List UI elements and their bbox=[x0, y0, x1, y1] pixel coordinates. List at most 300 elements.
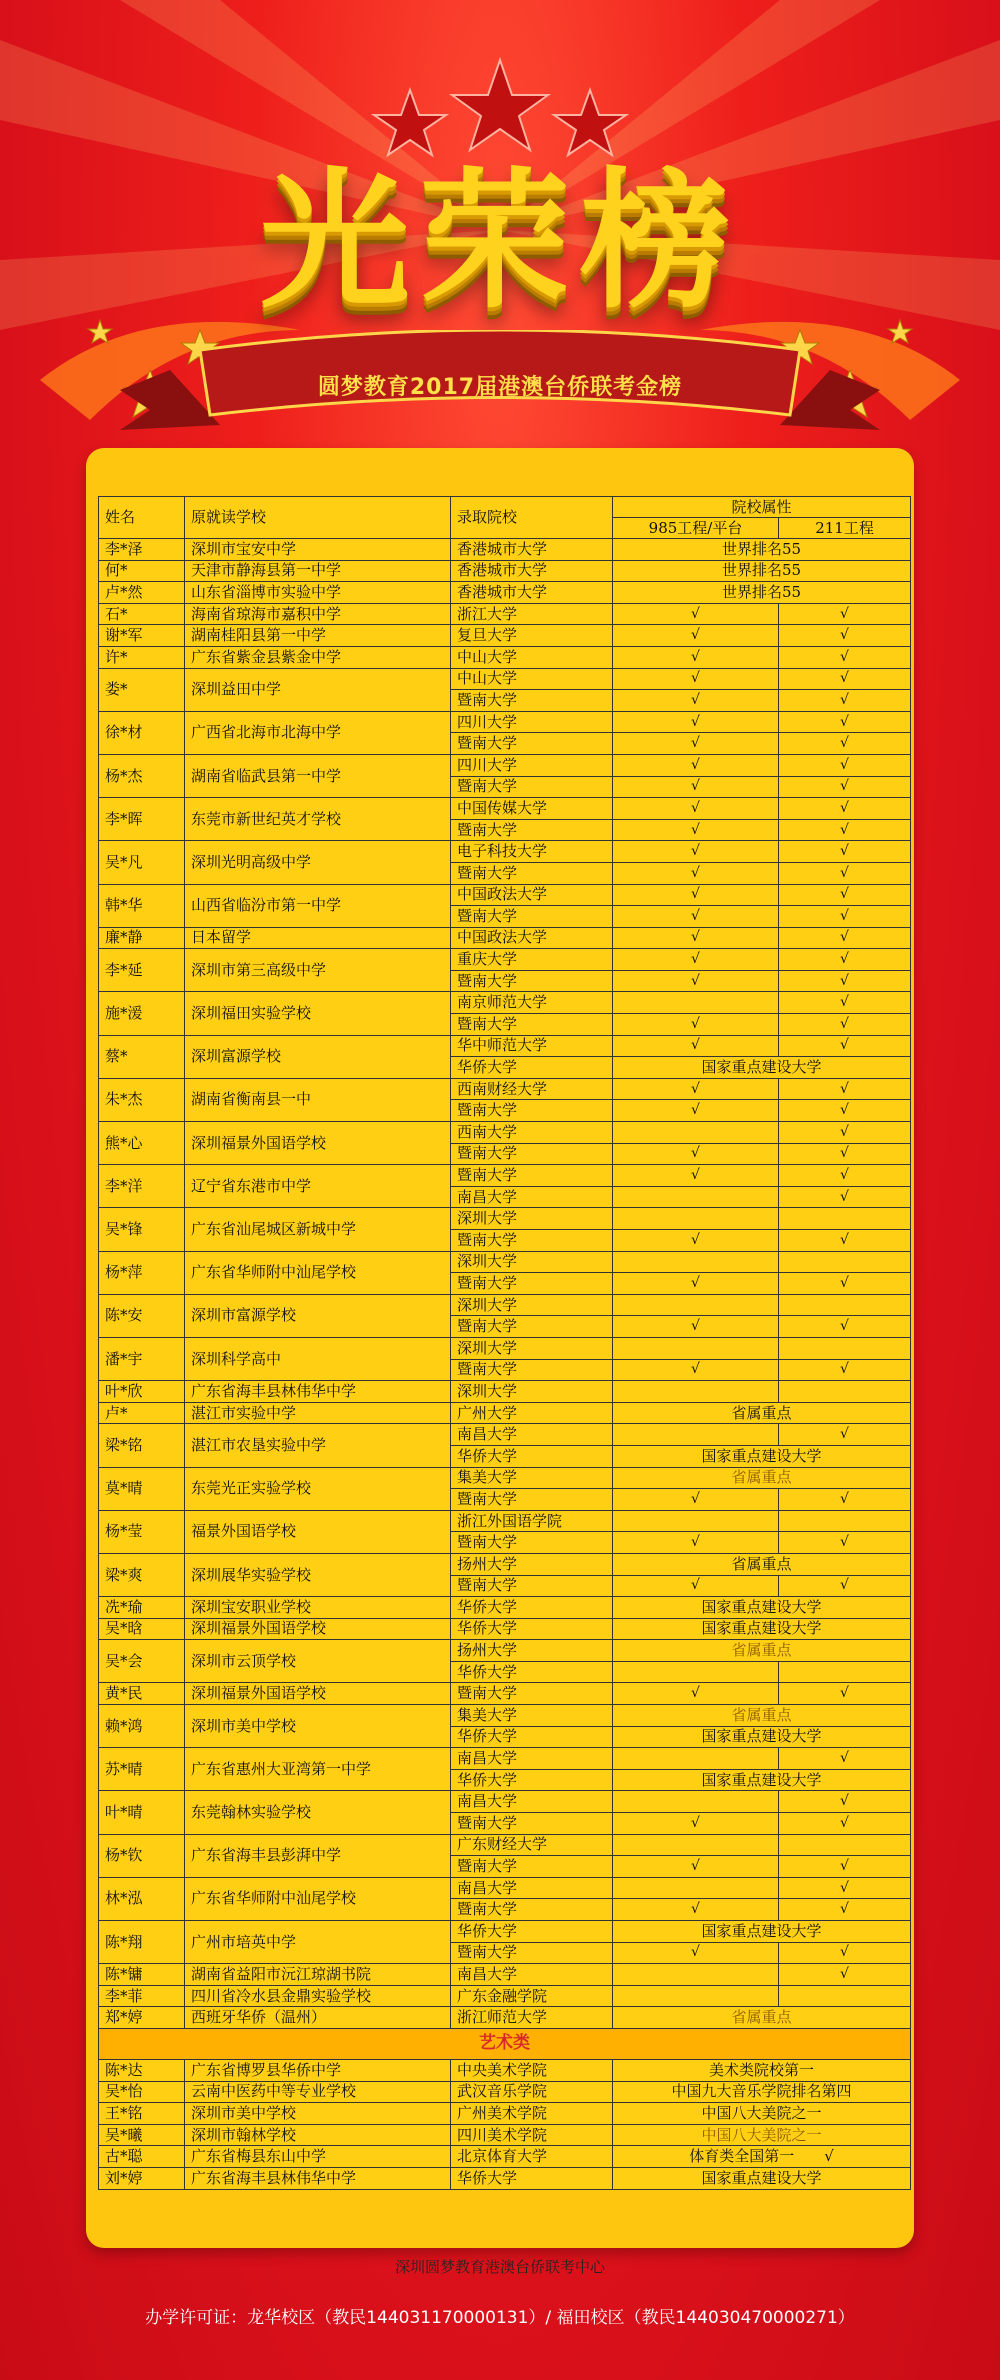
admitted-university: 暨南大学 bbox=[451, 1230, 613, 1252]
admitted-university: 浙江大学 bbox=[451, 603, 613, 625]
admitted-university: 暨南大学 bbox=[451, 1100, 613, 1122]
admitted-university: 深圳大学 bbox=[451, 1294, 613, 1316]
mark-211: √ bbox=[779, 711, 911, 733]
mark-985: √ bbox=[613, 603, 779, 625]
attribute-note: 省属重点 bbox=[613, 1705, 911, 1727]
attribute-note: 省属重点 bbox=[613, 1640, 911, 1662]
table-row bbox=[99, 1035, 911, 1057]
student-name: 杨*钦 bbox=[99, 1834, 185, 1877]
admitted-university: 广州大学 bbox=[451, 1402, 613, 1424]
attribute-note: 国家重点建设大学 bbox=[613, 1057, 911, 1079]
mark-985 bbox=[613, 1834, 779, 1856]
admitted-university: 电子科技大学 bbox=[451, 841, 613, 863]
original-school: 湖南省衡南县一中 bbox=[185, 1078, 451, 1121]
original-school: 广东省海丰县林伟华中学 bbox=[185, 2167, 451, 2189]
admitted-university: 复旦大学 bbox=[451, 625, 613, 647]
mark-211: √ bbox=[779, 1964, 911, 1986]
student-name: 古*聪 bbox=[99, 2146, 185, 2168]
mark-985: √ bbox=[613, 927, 779, 949]
attribute-note: 省属重点 bbox=[613, 1553, 911, 1575]
admitted-university: 南昌大学 bbox=[451, 1964, 613, 1986]
table-row bbox=[99, 1748, 911, 1770]
mark-211: √ bbox=[779, 1532, 911, 1554]
admitted-university: 中山大学 bbox=[451, 668, 613, 690]
admitted-university: 深圳大学 bbox=[451, 1208, 613, 1230]
mark-211: √ bbox=[779, 1575, 911, 1597]
admitted-university: 南昌大学 bbox=[451, 1186, 613, 1208]
admitted-university: 浙江外国语学院 bbox=[451, 1510, 613, 1532]
mark-211: √ bbox=[779, 1186, 911, 1208]
original-school: 广东省华师附中汕尾学校 bbox=[185, 1877, 451, 1920]
original-school: 深圳市翰林学校 bbox=[185, 2124, 451, 2146]
admitted-university: 南昌大学 bbox=[451, 1424, 613, 1446]
mark-985: √ bbox=[613, 819, 779, 841]
table-row bbox=[99, 1964, 911, 1986]
table-row bbox=[99, 1597, 911, 1619]
table-row bbox=[99, 1705, 911, 1727]
original-school: 湛江市农垦实验中学 bbox=[185, 1424, 451, 1467]
admitted-university: 武汉音乐学院 bbox=[451, 2081, 613, 2103]
subtitle: 圆梦教育2017届港澳台侨联考金榜 bbox=[317, 375, 683, 400]
tick-icon: √ bbox=[794, 2147, 834, 2166]
mark-985: √ bbox=[613, 754, 779, 776]
table-row bbox=[99, 711, 911, 733]
student-name: 苏*晴 bbox=[99, 1748, 185, 1791]
mark-985: √ bbox=[613, 1683, 779, 1705]
student-name: 许* bbox=[99, 646, 185, 668]
mark-985: √ bbox=[613, 625, 779, 647]
mark-211 bbox=[779, 1985, 911, 2007]
attribute-note: 国家重点建设大学 bbox=[613, 1597, 911, 1619]
table-row bbox=[99, 949, 911, 971]
student-name: 吴*怡 bbox=[99, 2081, 185, 2103]
original-school: 西班牙华侨（温州） bbox=[185, 2007, 451, 2029]
admitted-university: 扬州大学 bbox=[451, 1553, 613, 1575]
student-name: 韩*华 bbox=[99, 884, 185, 927]
table-row bbox=[99, 1985, 911, 2007]
original-school: 四川省冷水县金鼎实验学校 bbox=[185, 1985, 451, 2007]
mark-211: √ bbox=[779, 1791, 911, 1813]
mark-211: √ bbox=[779, 1143, 911, 1165]
admitted-university: 暨南大学 bbox=[451, 1359, 613, 1381]
original-school: 东莞市新世纪英才学校 bbox=[185, 798, 451, 841]
mark-211: √ bbox=[779, 1942, 911, 1964]
student-name: 李*延 bbox=[99, 949, 185, 992]
attribute-note: 美术类院校第一 bbox=[613, 2059, 911, 2081]
mark-985: √ bbox=[613, 1856, 779, 1878]
admitted-university: 浙江师范大学 bbox=[451, 2007, 613, 2029]
table-row bbox=[99, 927, 911, 949]
mark-211: √ bbox=[779, 733, 911, 755]
admitted-university: 深圳大学 bbox=[451, 1251, 613, 1273]
admitted-university: 香港城市大学 bbox=[451, 582, 613, 604]
original-school: 深圳福景外国语学校 bbox=[185, 1618, 451, 1640]
mark-985 bbox=[613, 1381, 779, 1403]
mark-211: √ bbox=[779, 1489, 911, 1511]
student-name: 廉*静 bbox=[99, 927, 185, 949]
table-row bbox=[99, 1337, 911, 1359]
original-school: 深圳市美中学校 bbox=[185, 2103, 451, 2125]
admitted-university: 暨南大学 bbox=[451, 906, 613, 928]
mark-985: √ bbox=[613, 1316, 779, 1338]
footer-center-name: 深圳圆梦教育港澳台侨联考中心 bbox=[394, 2258, 605, 2276]
admitted-university: 暨南大学 bbox=[451, 1316, 613, 1338]
admitted-university: 四川大学 bbox=[451, 711, 613, 733]
admitted-university: 暨南大学 bbox=[451, 1532, 613, 1554]
admitted-university: 暨南大学 bbox=[451, 819, 613, 841]
table-row bbox=[99, 754, 911, 776]
table-row bbox=[99, 1834, 911, 1856]
mark-211: √ bbox=[779, 1424, 911, 1446]
mark-211 bbox=[779, 1208, 911, 1230]
attribute-note: 中国九大音乐学院排名第四 bbox=[613, 2081, 911, 2103]
student-name: 李*洋 bbox=[99, 1165, 185, 1208]
table-row bbox=[99, 798, 911, 820]
original-school: 深圳福景外国语学校 bbox=[185, 1122, 451, 1165]
mark-985 bbox=[613, 1208, 779, 1230]
mark-985: √ bbox=[613, 841, 779, 863]
original-school: 深圳益田中学 bbox=[185, 668, 451, 711]
admitted-university: 南昌大学 bbox=[451, 1748, 613, 1770]
original-school: 深圳富源学校 bbox=[185, 1035, 451, 1078]
student-name: 莫*晴 bbox=[99, 1467, 185, 1510]
original-school: 深圳光明高级中学 bbox=[185, 841, 451, 884]
table-row bbox=[99, 625, 911, 647]
attribute-note: 世界排名55 bbox=[613, 560, 911, 582]
mark-985 bbox=[613, 1791, 779, 1813]
original-school: 广东省梅县东山中学 bbox=[185, 2146, 451, 2168]
mark-985: √ bbox=[613, 798, 779, 820]
admitted-university: 暨南大学 bbox=[451, 1683, 613, 1705]
mark-985: √ bbox=[613, 970, 779, 992]
admitted-university: 中国政法大学 bbox=[451, 884, 613, 906]
original-school: 广东省海丰县林伟华中学 bbox=[185, 1381, 451, 1403]
admitted-university: 四川大学 bbox=[451, 754, 613, 776]
header-admitted: 录取院校 bbox=[451, 497, 613, 539]
attribute-note: 国家重点建设大学 bbox=[613, 1769, 911, 1791]
table-row bbox=[99, 1251, 911, 1273]
admitted-university: 广东财经大学 bbox=[451, 1834, 613, 1856]
table-row bbox=[99, 582, 911, 604]
student-name: 李*晖 bbox=[99, 798, 185, 841]
mark-211: √ bbox=[779, 1683, 911, 1705]
table-row bbox=[99, 1078, 911, 1100]
section-row-art bbox=[99, 2028, 911, 2059]
mark-211: √ bbox=[779, 1100, 911, 1122]
mark-211: √ bbox=[779, 1165, 911, 1187]
mark-211 bbox=[779, 1294, 911, 1316]
mark-985: √ bbox=[613, 733, 779, 755]
admitted-university: 集美大学 bbox=[451, 1705, 613, 1727]
mark-985: √ bbox=[613, 1359, 779, 1381]
mark-211: √ bbox=[779, 819, 911, 841]
attribute-note: 国家重点建设大学 bbox=[613, 1921, 911, 1943]
mark-985: √ bbox=[613, 1078, 779, 1100]
original-school: 日本留学 bbox=[185, 927, 451, 949]
student-name: 陈*安 bbox=[99, 1294, 185, 1337]
student-name: 郑*婷 bbox=[99, 2007, 185, 2029]
mark-985: √ bbox=[613, 1143, 779, 1165]
table-row bbox=[99, 1122, 911, 1144]
original-school: 深圳宝安职业学校 bbox=[185, 1597, 451, 1619]
mark-985 bbox=[613, 1122, 779, 1144]
header-211: 211工程 bbox=[779, 518, 911, 539]
attribute-note: 国家重点建设大学 bbox=[613, 1618, 911, 1640]
admitted-university: 深圳大学 bbox=[451, 1337, 613, 1359]
admitted-university: 南昌大学 bbox=[451, 1877, 613, 1899]
mark-985: √ bbox=[613, 1014, 779, 1036]
mark-985 bbox=[613, 1186, 779, 1208]
attribute-note: 中国八大美院之一 bbox=[613, 2124, 911, 2146]
original-school: 深圳市第三高级中学 bbox=[185, 949, 451, 992]
mark-985: √ bbox=[613, 1575, 779, 1597]
original-school: 湖南省益阳市沅江琼湖书院 bbox=[185, 1964, 451, 1986]
attribute-note: 国家重点建设大学 bbox=[613, 1445, 911, 1467]
student-name: 李*菲 bbox=[99, 1985, 185, 2007]
table-row bbox=[99, 2167, 911, 2189]
table-row bbox=[99, 2059, 911, 2081]
table-row bbox=[99, 1683, 911, 1705]
admitted-university: 华侨大学 bbox=[451, 1445, 613, 1467]
table-row bbox=[99, 1165, 911, 1187]
admitted-university: 暨南大学 bbox=[451, 862, 613, 884]
original-school: 湖南省临武县第一中学 bbox=[185, 754, 451, 797]
mark-985: √ bbox=[613, 776, 779, 798]
mark-985: √ bbox=[613, 690, 779, 712]
mark-985 bbox=[613, 1424, 779, 1446]
student-name: 梁*爽 bbox=[99, 1553, 185, 1596]
mark-211: √ bbox=[779, 1014, 911, 1036]
table-row bbox=[99, 668, 911, 690]
table-row bbox=[99, 1877, 911, 1899]
mark-985 bbox=[613, 1337, 779, 1359]
attribute-note: 省属重点 bbox=[613, 1402, 911, 1424]
admitted-university: 中国传媒大学 bbox=[451, 798, 613, 820]
student-name: 施*湲 bbox=[99, 992, 185, 1035]
original-school: 广东省汕尾城区新城中学 bbox=[185, 1208, 451, 1251]
mark-985: √ bbox=[613, 884, 779, 906]
admitted-university: 扬州大学 bbox=[451, 1640, 613, 1662]
mark-985 bbox=[613, 1748, 779, 1770]
table-row bbox=[99, 646, 911, 668]
student-name: 何* bbox=[99, 560, 185, 582]
student-name: 林*泓 bbox=[99, 1877, 185, 1920]
student-name: 吴*锋 bbox=[99, 1208, 185, 1251]
table-row bbox=[99, 1640, 911, 1662]
mark-985 bbox=[613, 1510, 779, 1532]
mark-985: √ bbox=[613, 862, 779, 884]
student-name: 谢*军 bbox=[99, 625, 185, 647]
admitted-university: 暨南大学 bbox=[451, 1143, 613, 1165]
student-name: 吴*凡 bbox=[99, 841, 185, 884]
mark-985: √ bbox=[613, 1532, 779, 1554]
mark-211 bbox=[779, 1510, 911, 1532]
admitted-university: 暨南大学 bbox=[451, 733, 613, 755]
student-name: 蔡* bbox=[99, 1035, 185, 1078]
original-school: 深圳市美中学校 bbox=[185, 1705, 451, 1748]
admitted-university: 华侨大学 bbox=[451, 1661, 613, 1683]
student-name: 杨*莹 bbox=[99, 1510, 185, 1553]
attribute-note: 世界排名55 bbox=[613, 539, 911, 561]
admitted-university: 暨南大学 bbox=[451, 970, 613, 992]
admitted-university: 中山大学 bbox=[451, 646, 613, 668]
admitted-university: 华侨大学 bbox=[451, 1057, 613, 1079]
student-name: 梁*铭 bbox=[99, 1424, 185, 1467]
attribute-note: 国家重点建设大学 bbox=[613, 2167, 911, 2189]
admitted-university: 暨南大学 bbox=[451, 1856, 613, 1878]
honor-table bbox=[98, 496, 911, 2190]
mark-985: √ bbox=[613, 1100, 779, 1122]
table-row bbox=[99, 1294, 911, 1316]
student-name: 叶*晴 bbox=[99, 1791, 185, 1834]
original-school: 湖南桂阳县第一中学 bbox=[185, 625, 451, 647]
mark-211 bbox=[779, 1337, 911, 1359]
admitted-university: 香港城市大学 bbox=[451, 539, 613, 561]
table-row bbox=[99, 539, 911, 561]
mark-211: √ bbox=[779, 1122, 911, 1144]
mark-211: √ bbox=[779, 1359, 911, 1381]
table-row bbox=[99, 1467, 911, 1489]
mark-211: √ bbox=[779, 1748, 911, 1770]
admitted-university: 华中师范大学 bbox=[451, 1035, 613, 1057]
page-title: 光荣榜 bbox=[259, 155, 740, 329]
table-row bbox=[99, 2081, 911, 2103]
admitted-university: 暨南大学 bbox=[451, 1014, 613, 1036]
admitted-university: 重庆大学 bbox=[451, 949, 613, 971]
table-header-row bbox=[99, 497, 911, 518]
mark-211 bbox=[779, 1834, 911, 1856]
table-row bbox=[99, 1402, 911, 1424]
mark-985: √ bbox=[613, 1489, 779, 1511]
attribute-note bbox=[613, 2146, 911, 2168]
mark-211: √ bbox=[779, 884, 911, 906]
original-school: 深圳福景外国语学校 bbox=[185, 1683, 451, 1705]
original-school: 湛江市实验中学 bbox=[185, 1402, 451, 1424]
section-title-art: 艺术类 bbox=[99, 2028, 911, 2059]
admitted-university: 华侨大学 bbox=[451, 1597, 613, 1619]
admitted-university: 集美大学 bbox=[451, 1467, 613, 1489]
student-name: 赖*鸿 bbox=[99, 1705, 185, 1748]
mark-985: √ bbox=[613, 1035, 779, 1057]
table-row bbox=[99, 841, 911, 863]
admitted-university: 暨南大学 bbox=[451, 1165, 613, 1187]
original-school: 广东省海丰县彭湃中学 bbox=[185, 1834, 451, 1877]
admitted-university: 华侨大学 bbox=[451, 1726, 613, 1748]
table-row bbox=[99, 1424, 911, 1446]
original-school: 广东省博罗县华侨中学 bbox=[185, 2059, 451, 2081]
mark-985: √ bbox=[613, 646, 779, 668]
admitted-university: 暨南大学 bbox=[451, 1273, 613, 1295]
admitted-university: 暨南大学 bbox=[451, 1942, 613, 1964]
admitted-university: 华侨大学 bbox=[451, 1769, 613, 1791]
admitted-university: 南昌大学 bbox=[451, 1791, 613, 1813]
attribute-note: 省属重点 bbox=[613, 1467, 911, 1489]
admitted-university: 中国政法大学 bbox=[451, 927, 613, 949]
student-name: 吴*曦 bbox=[99, 2124, 185, 2146]
original-school: 广东省紫金县紫金中学 bbox=[185, 646, 451, 668]
mark-211 bbox=[779, 1251, 911, 1273]
original-school: 天津市静海县第一中学 bbox=[185, 560, 451, 582]
mark-985: √ bbox=[613, 1165, 779, 1187]
table-row bbox=[99, 992, 911, 1014]
original-school: 福景外国语学校 bbox=[185, 1510, 451, 1553]
mark-211: √ bbox=[779, 992, 911, 1014]
mark-985 bbox=[613, 1661, 779, 1683]
original-school: 深圳市宝安中学 bbox=[185, 539, 451, 561]
table-row bbox=[99, 560, 911, 582]
header-name: 姓名 bbox=[99, 497, 185, 539]
original-school: 深圳科学高中 bbox=[185, 1337, 451, 1380]
admitted-university: 四川美术学院 bbox=[451, 2124, 613, 2146]
table-row bbox=[99, 1553, 911, 1575]
mark-211: √ bbox=[779, 927, 911, 949]
admitted-university: 深圳大学 bbox=[451, 1381, 613, 1403]
mark-985: √ bbox=[613, 1230, 779, 1252]
mark-211: √ bbox=[779, 862, 911, 884]
table-row bbox=[99, 603, 911, 625]
student-name: 朱*杰 bbox=[99, 1078, 185, 1121]
original-school: 山西省临汾市第一中学 bbox=[185, 884, 451, 927]
header-attributes: 院校属性 bbox=[613, 497, 911, 518]
student-name: 卢* bbox=[99, 1402, 185, 1424]
admitted-university: 暨南大学 bbox=[451, 1575, 613, 1597]
student-name: 石* bbox=[99, 603, 185, 625]
license-text: 办学许可证：龙华校区（教民144031170000131）/ 福田校区（教民144030470000271） bbox=[145, 2308, 855, 2328]
mark-211: √ bbox=[779, 1856, 911, 1878]
original-school: 东莞光正实验学校 bbox=[185, 1467, 451, 1510]
student-name: 刘*婷 bbox=[99, 2167, 185, 2189]
mark-211: √ bbox=[779, 668, 911, 690]
table-row bbox=[99, 884, 911, 906]
original-school: 深圳市富源学校 bbox=[185, 1294, 451, 1337]
mark-211: √ bbox=[779, 1899, 911, 1921]
mark-985 bbox=[613, 1294, 779, 1316]
table-row bbox=[99, 2103, 911, 2125]
student-name: 娄* bbox=[99, 668, 185, 711]
header-orig-school: 原就读学校 bbox=[185, 497, 451, 539]
header-985: 985工程/平台 bbox=[613, 518, 779, 539]
original-school: 东莞翰林实验学校 bbox=[185, 1791, 451, 1834]
admitted-university: 西南财经大学 bbox=[451, 1078, 613, 1100]
mark-211: √ bbox=[779, 754, 911, 776]
admitted-university: 南京师范大学 bbox=[451, 992, 613, 1014]
table-row bbox=[99, 1618, 911, 1640]
table-row bbox=[99, 2146, 911, 2168]
admitted-university: 西南大学 bbox=[451, 1122, 613, 1144]
attribute-note: 世界排名55 bbox=[613, 582, 911, 604]
student-name: 潘*宇 bbox=[99, 1337, 185, 1380]
admitted-university: 暨南大学 bbox=[451, 690, 613, 712]
admitted-university: 暨南大学 bbox=[451, 1813, 613, 1835]
mark-211: √ bbox=[779, 949, 911, 971]
admitted-university: 华侨大学 bbox=[451, 1921, 613, 1943]
table-row bbox=[99, 1381, 911, 1403]
table-row bbox=[99, 1510, 911, 1532]
attribute-note: 中国八大美院之一 bbox=[613, 2103, 911, 2125]
student-name: 李*泽 bbox=[99, 539, 185, 561]
admitted-university: 中央美术学院 bbox=[451, 2059, 613, 2081]
mark-211: √ bbox=[779, 1813, 911, 1835]
mark-211: √ bbox=[779, 1316, 911, 1338]
admitted-university: 暨南大学 bbox=[451, 1489, 613, 1511]
mark-211: √ bbox=[779, 841, 911, 863]
mark-985: √ bbox=[613, 1942, 779, 1964]
table-row bbox=[99, 2007, 911, 2029]
table-row bbox=[99, 1921, 911, 1943]
student-name: 吴*晗 bbox=[99, 1618, 185, 1640]
mark-211: √ bbox=[779, 906, 911, 928]
mark-211: √ bbox=[779, 1877, 911, 1899]
